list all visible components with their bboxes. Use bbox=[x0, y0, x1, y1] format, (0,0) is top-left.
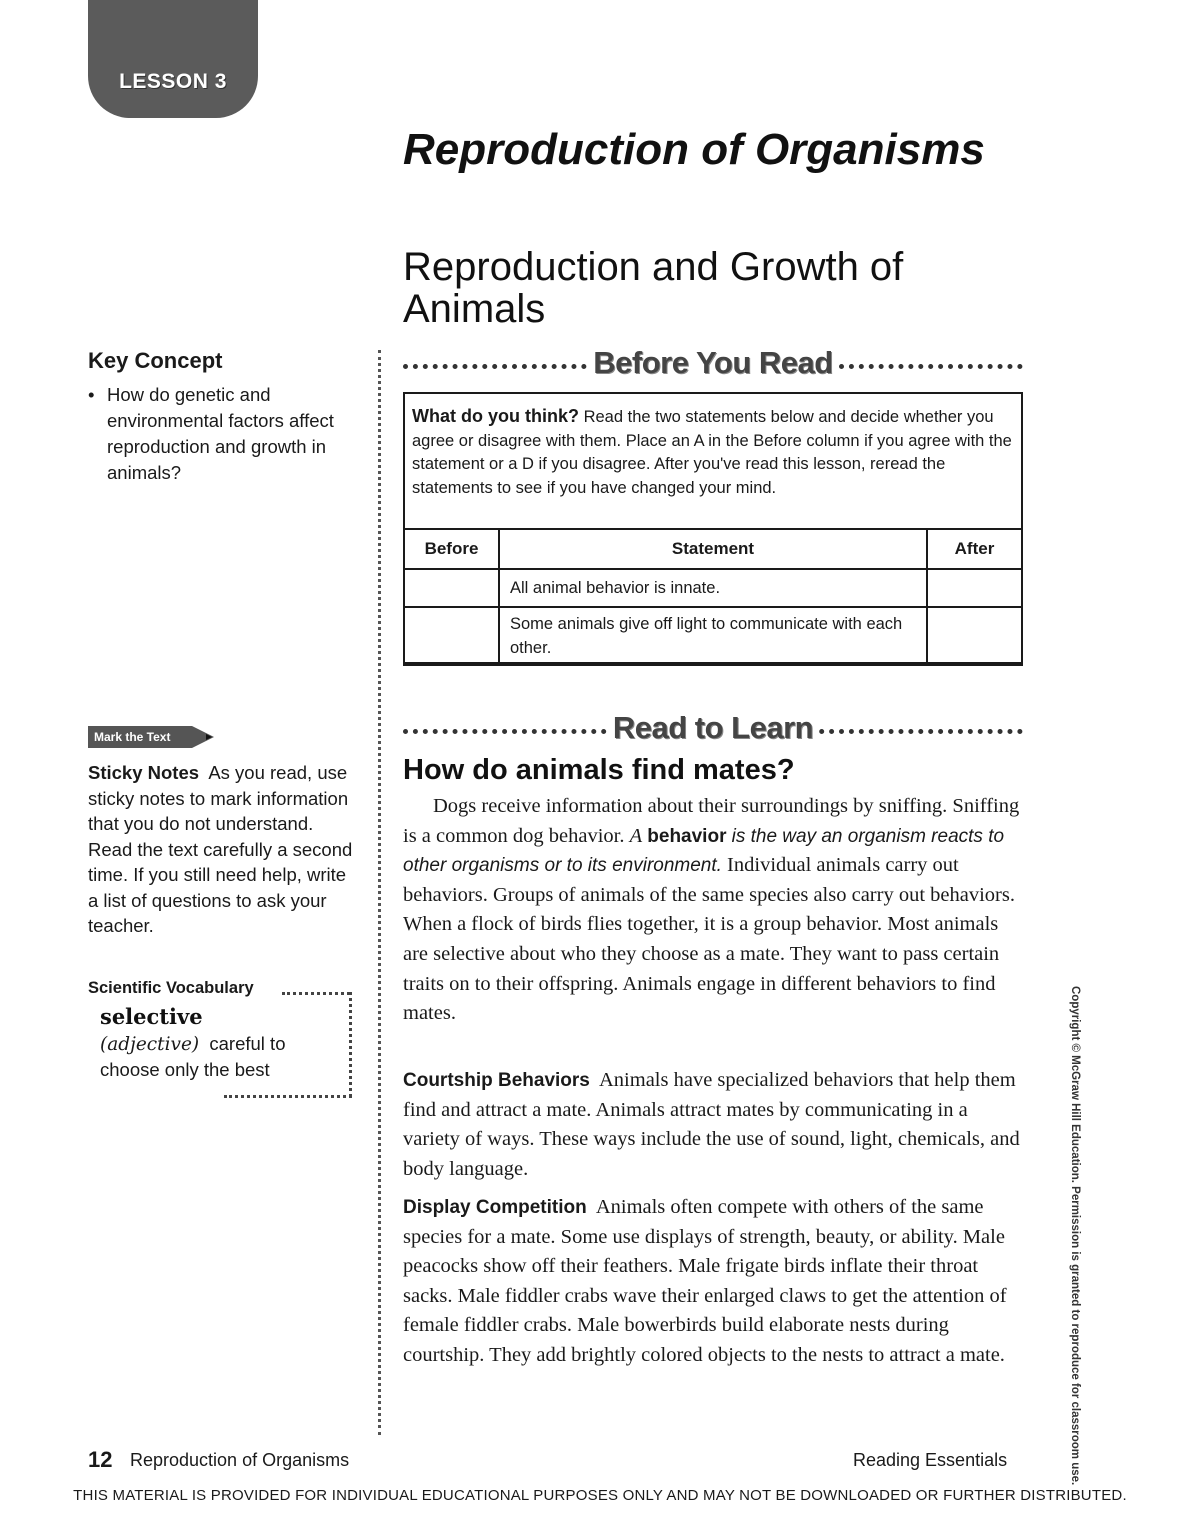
courtship-text: Animals have specialized behaviors that help them find and attract a mate. Animals attract mates by communicating in a variety of ways. These ways include the use of sound, light, chemicals, and body language. bbox=[403, 1069, 1020, 1180]
before-cell[interactable] bbox=[404, 607, 499, 665]
section-title: Reproduction and Growth of Animals bbox=[403, 245, 904, 331]
before-cell[interactable] bbox=[404, 569, 499, 607]
think-prompt-text: Read the two statements below and decide whether you agree or disagree with them. Place an A in the Before column if you agree with the statement or a D if you disagree. After you've read this lesson, reread the statements to see if you have changed your mind. bbox=[412, 408, 1012, 497]
header-after: After bbox=[927, 529, 1022, 569]
statement-table bbox=[403, 528, 1023, 666]
before-you-read-banner bbox=[403, 345, 1023, 385]
sticky-notes-note bbox=[88, 760, 356, 939]
vocab-border bbox=[224, 1095, 352, 1098]
display-paragraph bbox=[403, 1193, 1025, 1371]
statement-cell: Some animals give off light to communicate with each other. bbox=[499, 607, 927, 665]
intro-paragraph bbox=[403, 792, 1025, 1029]
think-prompt bbox=[412, 405, 1014, 500]
key-concept-text: How do genetic and environmental factors affect reproduction and growth in animals? bbox=[107, 384, 334, 483]
key-concept-bullet bbox=[88, 382, 367, 486]
key-concept-title: Key Concept bbox=[88, 348, 223, 373]
disclaimer: THIS MATERIAL IS PROVIDED FOR INDIVIDUAL EDUCATIONAL PURPOSES ONLY AND MAY NOT BE DOWNLOADED OR FURTHER DISTRIBUTED. bbox=[73, 1487, 1127, 1504]
after-cell[interactable] bbox=[927, 607, 1022, 665]
behavior-term: behavior bbox=[647, 825, 727, 847]
column-divider bbox=[378, 350, 381, 1435]
behavior-definition: is the way an organism reacts to other organisms or to its environment. bbox=[403, 825, 1005, 877]
para1-article: A bbox=[629, 824, 643, 847]
courtship-heading: Courtship Behaviors bbox=[403, 1070, 590, 1091]
pencil-tip-icon bbox=[206, 734, 212, 740]
bullet-icon: • bbox=[88, 384, 95, 405]
mark-the-text-tag: Mark the Text bbox=[88, 726, 192, 748]
read-to-learn-banner bbox=[403, 710, 1023, 750]
page-number: 12 bbox=[88, 1447, 113, 1472]
header-before: Before bbox=[404, 529, 499, 569]
definition-text: careful to choose only the best bbox=[100, 1033, 286, 1080]
table-row bbox=[404, 607, 1022, 665]
statement-cell: All animal behavior is innate. bbox=[499, 569, 927, 607]
question-heading: How do animals find mates? bbox=[403, 754, 795, 786]
para1-text-b: Individual animals carry out behaviors. Groups of animals of the same species also carry out behaviors. When a flock of birds flies together, it is a group behavior. Most animals are selective about who they choose as a mate. They want to pass certain traits on to their offspring. Animals engage in different behaviors to find mates. bbox=[403, 854, 1015, 1025]
page-title: Reproduction of Organisms bbox=[403, 125, 985, 174]
para1-text-a: Dogs receive information about their surroundings by sniffing. Sniffing is a common dog behavior. bbox=[403, 795, 1020, 847]
footer-title: Reproduction of Organisms bbox=[130, 1450, 350, 1470]
think-prompt-bold: What do you think? bbox=[412, 406, 579, 426]
lesson-label: LESSON 3 bbox=[119, 70, 227, 93]
vocab-border bbox=[282, 992, 350, 995]
read-to-learn-label: Read to Learn bbox=[607, 710, 819, 745]
table-row bbox=[404, 569, 1022, 607]
header-statement: Statement bbox=[499, 529, 927, 569]
before-you-read-label: Before You Read bbox=[587, 345, 838, 380]
vocab-border bbox=[349, 992, 352, 1097]
vocabulary-word: selective bbox=[100, 1004, 203, 1029]
part-of-speech: (adjective) bbox=[100, 1034, 200, 1055]
sticky-notes-text: As you read, use sticky notes to mark information that you do not understand. Read the text carefully a second time. If you still need help, write a list of questions to ask your teacher. bbox=[88, 762, 353, 936]
sticky-notes-title: Sticky Notes bbox=[88, 762, 200, 783]
vocabulary-definition bbox=[100, 1031, 340, 1082]
courtship-paragraph bbox=[403, 1066, 1025, 1184]
table-header-row bbox=[404, 529, 1022, 569]
copyright-notice bbox=[1055, 986, 1081, 1486]
footer-series: Reading Essentials bbox=[853, 1450, 1008, 1470]
lesson-tab bbox=[88, 0, 258, 118]
display-heading: Display Competition bbox=[403, 1197, 587, 1218]
display-text: Animals often compete with others of the same species for a mate. Some use displays of strength, beauty, or ability. Male peacocks show off their feathers. Male frigate birds inflate their throat sacks. Male fiddler crabs wave their enlarged claws to get the attention of female fiddler crabs. Male bowerbirds build elaborate nests during courtship. They add brightly colored objects to the nests to attract a mate. bbox=[403, 1196, 1007, 1366]
vocabulary-label: Scientific Vocabulary bbox=[88, 979, 254, 997]
after-cell[interactable] bbox=[927, 569, 1022, 607]
copyright-text: Copyright © McGraw Hill Education. Permission is granted to reproduce for classroom use. bbox=[1069, 986, 1081, 1486]
